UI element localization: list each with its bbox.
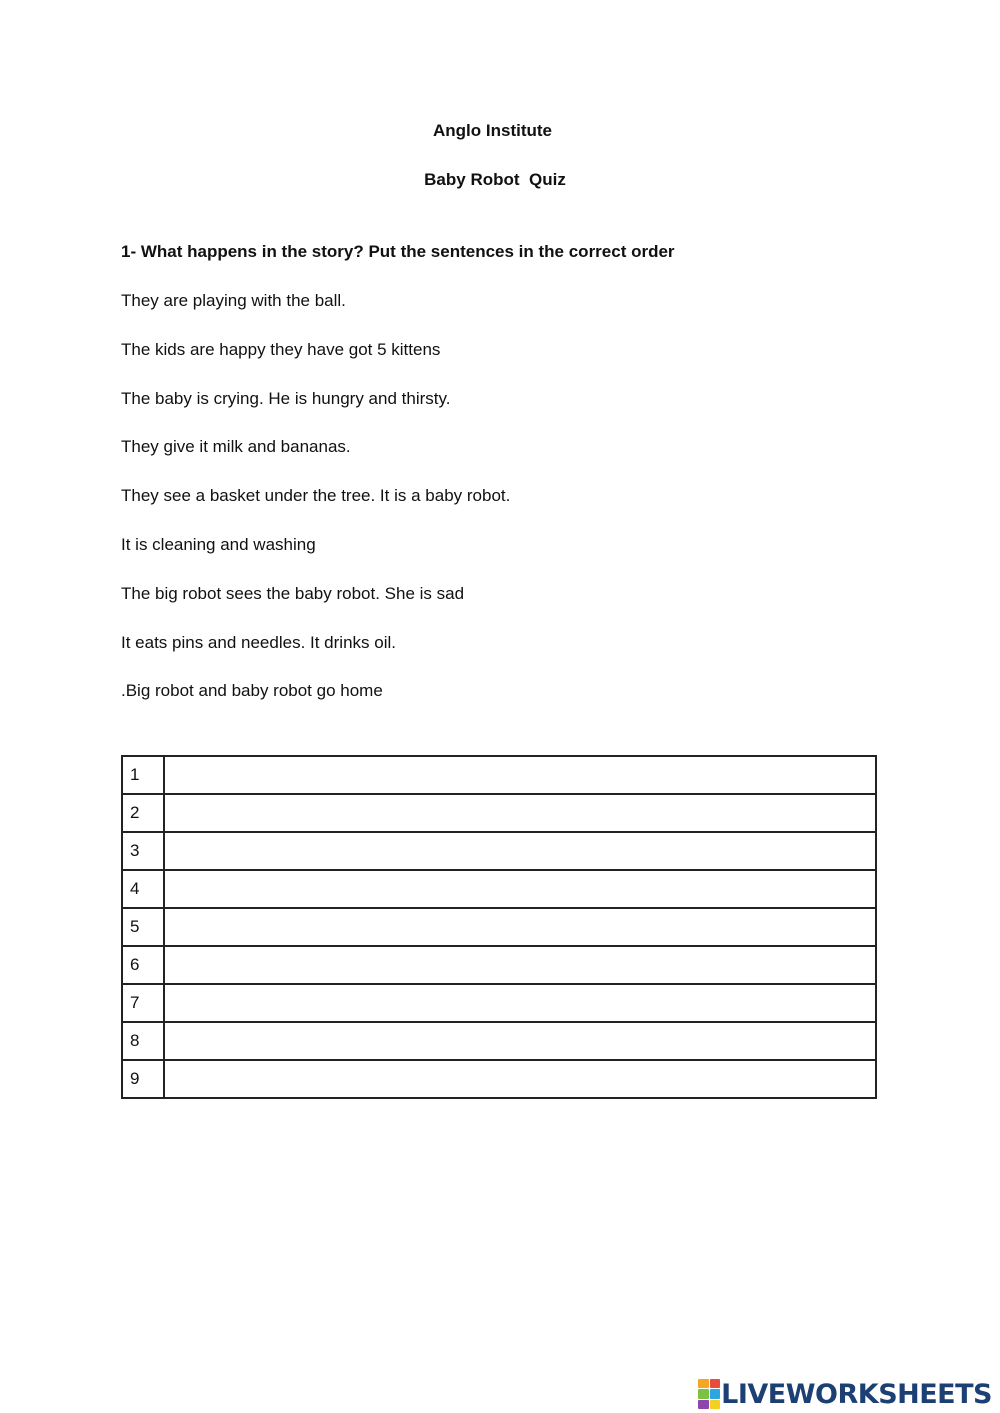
- sentence-list: [121, 291, 510, 730]
- brand-wordmark: LIVEWORKSHEETS: [721, 1378, 992, 1410]
- sentence-item: The kids are happy they have got 5 kittens: [121, 339, 441, 359]
- institute-name: Anglo Institute: [433, 121, 552, 140]
- table-row: [122, 832, 876, 870]
- row-number: 4: [122, 870, 164, 908]
- sentence-item: .Big robot and baby robot go home: [121, 681, 383, 701]
- answer-cell[interactable]: [164, 756, 876, 794]
- quiz-title: Baby Robot Quiz: [424, 170, 566, 189]
- row-number: 8: [122, 1022, 164, 1060]
- answer-cell[interactable]: [164, 832, 876, 870]
- sentence-item: They are playing with the ball.: [121, 291, 346, 310]
- logo-tile: [710, 1389, 721, 1398]
- logo-tile: [698, 1389, 709, 1398]
- row-number: 2: [122, 794, 164, 832]
- table-row: [122, 1022, 876, 1060]
- table-row: [122, 1060, 876, 1098]
- table-row: [122, 908, 876, 946]
- row-number: 7: [122, 984, 164, 1022]
- row-number: 5: [122, 908, 164, 946]
- answer-cell[interactable]: [164, 946, 876, 984]
- row-number: 3: [122, 832, 164, 870]
- row-number: 6: [122, 946, 164, 984]
- table-row: [122, 946, 876, 984]
- sentence-item: It is cleaning and washing: [121, 534, 316, 554]
- sentence-item: They give it milk and bananas.: [121, 437, 351, 457]
- answer-cell[interactable]: [164, 908, 876, 946]
- logo-tile: [698, 1379, 709, 1388]
- answer-table: [121, 755, 877, 1099]
- answer-cell[interactable]: [164, 870, 876, 908]
- liveworksheets-logo-icon: [698, 1379, 720, 1409]
- logo-tile: [698, 1400, 709, 1409]
- sentence-item: The baby is crying. He is hungry and thirsty.: [121, 388, 451, 408]
- sentence-item: The big robot sees the baby robot. She is sad: [121, 583, 465, 603]
- answer-cell[interactable]: [164, 984, 876, 1022]
- row-number: 9: [122, 1060, 164, 1098]
- answer-cell[interactable]: [164, 1022, 876, 1060]
- liveworksheets-brand[interactable]: [698, 1376, 992, 1412]
- row-number: 1: [122, 756, 164, 794]
- logo-tile: [710, 1400, 721, 1409]
- table-row: [122, 870, 876, 908]
- answer-cell[interactable]: [164, 1060, 876, 1098]
- answer-cell[interactable]: [164, 794, 876, 832]
- table-row: [122, 756, 876, 794]
- sentence-item: They see a basket under the tree. It is a baby robot.: [121, 486, 511, 506]
- question-1-prompt: 1- What happens in the story? Put the sentences in the correct order: [121, 242, 675, 261]
- sentence-item: It eats pins and needles. It drinks oil.: [121, 632, 396, 652]
- table-row: [122, 794, 876, 832]
- table-row: [122, 984, 876, 1022]
- logo-tile: [710, 1379, 721, 1388]
